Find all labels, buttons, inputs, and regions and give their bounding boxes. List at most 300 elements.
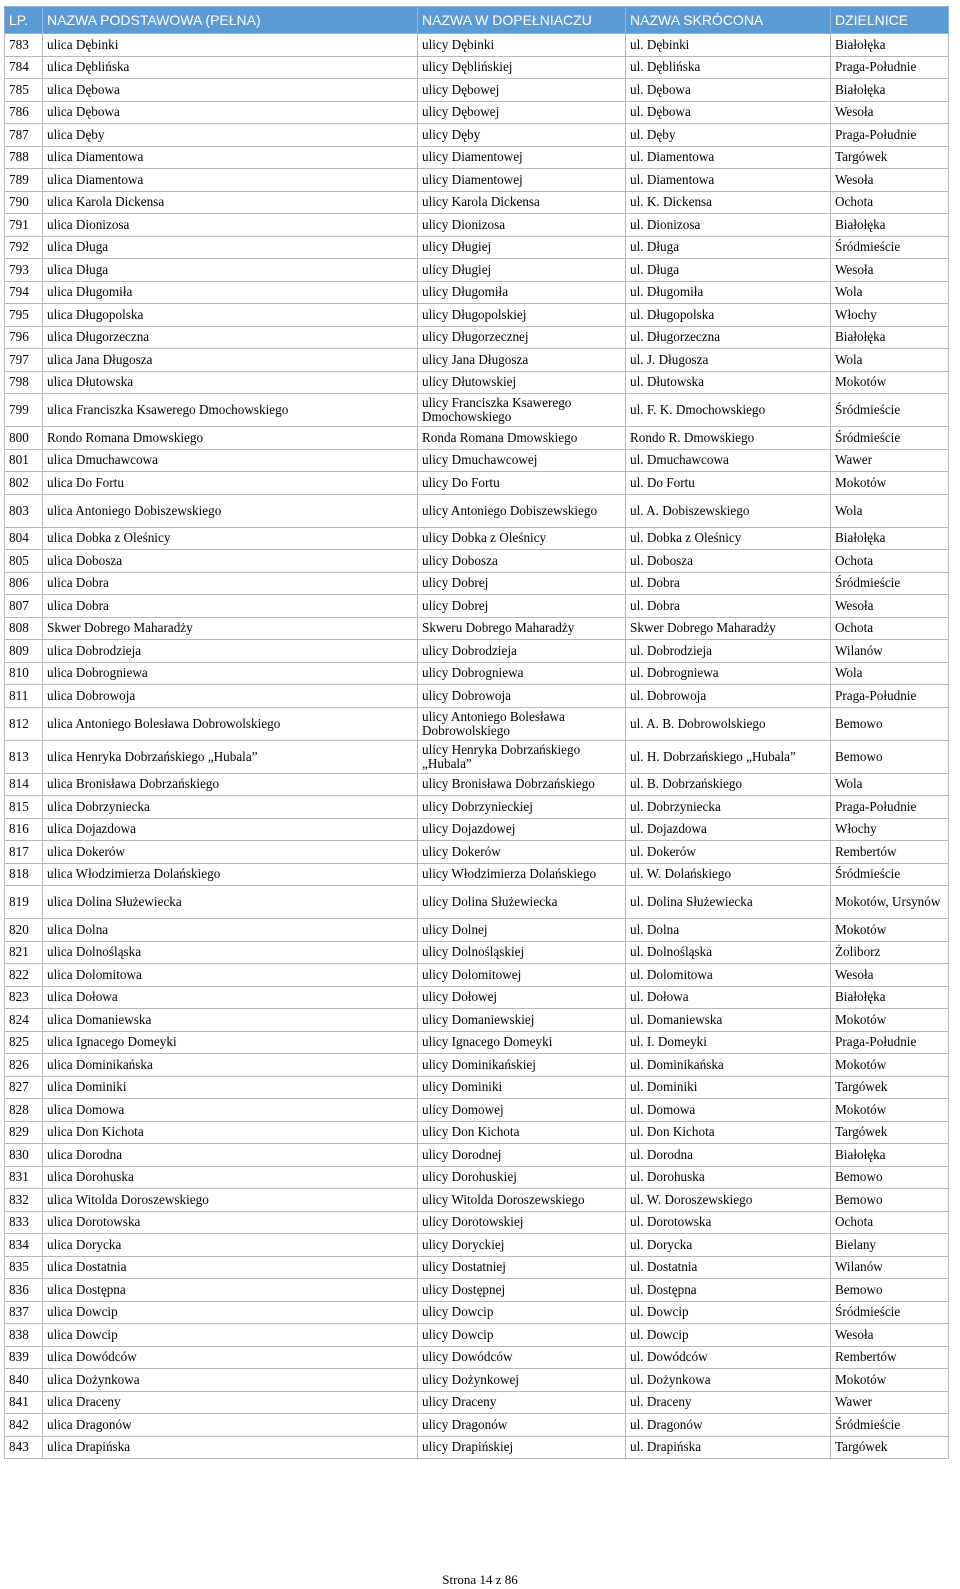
full-name-cell: ulica Dolnośląska bbox=[43, 941, 418, 964]
lp-cell: 788 bbox=[5, 146, 43, 169]
lp-cell: 792 bbox=[5, 236, 43, 259]
genitive-cell: ulicy Dobrowoja bbox=[418, 685, 626, 708]
table-row bbox=[5, 662, 949, 685]
lp-cell: 812 bbox=[5, 707, 43, 740]
short-name-cell: ul. Dostępna bbox=[626, 1279, 831, 1302]
lp-cell: 811 bbox=[5, 685, 43, 708]
district-cell: Śródmieście bbox=[831, 427, 949, 450]
genitive-cell: ulicy Drapińskiej bbox=[418, 1436, 626, 1459]
lp-cell: 831 bbox=[5, 1166, 43, 1189]
lp-cell: 790 bbox=[5, 191, 43, 214]
table-row bbox=[5, 449, 949, 472]
table-row bbox=[5, 1189, 949, 1212]
table-row bbox=[5, 595, 949, 618]
genitive-cell: ulicy Antoniego Bolesława Dobrowolskiego bbox=[418, 707, 626, 740]
genitive-cell: ulicy Dojazdowej bbox=[418, 818, 626, 841]
district-cell: Praga-Południe bbox=[831, 685, 949, 708]
district-cell: Białołęka bbox=[831, 326, 949, 349]
full-name-cell: ulica Dragonów bbox=[43, 1414, 418, 1437]
short-name-cell: ul. Dorycka bbox=[626, 1234, 831, 1257]
lp-cell: 803 bbox=[5, 494, 43, 527]
district-cell: Białołęka bbox=[831, 1144, 949, 1167]
genitive-cell: ulicy Dobrej bbox=[418, 572, 626, 595]
full-name-cell: ulica Dobka z Oleśnicy bbox=[43, 527, 418, 550]
genitive-cell: ulicy Dowcip bbox=[418, 1324, 626, 1347]
district-cell: Praga-Południe bbox=[831, 1031, 949, 1054]
table-row bbox=[5, 572, 949, 595]
district-cell: Wawer bbox=[831, 1391, 949, 1414]
lp-cell: 806 bbox=[5, 572, 43, 595]
short-name-cell: ul. Dorohuska bbox=[626, 1166, 831, 1189]
district-cell: Wola bbox=[831, 662, 949, 685]
lp-cell: 840 bbox=[5, 1369, 43, 1392]
full-name-cell: ulica Bronisława Dobrzańskiego bbox=[43, 773, 418, 796]
table-row bbox=[5, 986, 949, 1009]
district-cell: Śródmieście bbox=[831, 394, 949, 427]
full-name-cell: ulica Dożynkowa bbox=[43, 1369, 418, 1392]
full-name-cell: Skwer Dobrego Maharadży bbox=[43, 617, 418, 640]
genitive-cell: ulicy Witolda Doroszewskiego bbox=[418, 1189, 626, 1212]
genitive-cell: ulicy Doryckiej bbox=[418, 1234, 626, 1257]
genitive-cell: ulicy Dęblińskiej bbox=[418, 56, 626, 79]
short-name-cell: ul. Drapińska bbox=[626, 1436, 831, 1459]
district-cell: Wola bbox=[831, 281, 949, 304]
lp-cell: 841 bbox=[5, 1391, 43, 1414]
table-row bbox=[5, 146, 949, 169]
table-row bbox=[5, 1076, 949, 1099]
table-row bbox=[5, 640, 949, 663]
genitive-cell: ulicy Dobrodzieja bbox=[418, 640, 626, 663]
table-row bbox=[5, 1369, 949, 1392]
genitive-cell: ulicy Domaniewskiej bbox=[418, 1009, 626, 1032]
short-name-cell: ul. Diamentowa bbox=[626, 169, 831, 192]
lp-cell: 838 bbox=[5, 1324, 43, 1347]
full-name-cell: ulica Dowcip bbox=[43, 1324, 418, 1347]
district-cell: Śródmieście bbox=[831, 1301, 949, 1324]
lp-cell: 828 bbox=[5, 1099, 43, 1122]
col-header-short-name: NAZWA SKRÓCONA bbox=[626, 7, 831, 34]
full-name-cell: ulica Diamentowa bbox=[43, 146, 418, 169]
lp-cell: 830 bbox=[5, 1144, 43, 1167]
district-cell: Wesoła bbox=[831, 964, 949, 987]
full-name-cell: ulica Długa bbox=[43, 259, 418, 282]
district-cell: Wilanów bbox=[831, 1256, 949, 1279]
genitive-cell: ulicy Franciszka Ksawerego Dmochowskiego bbox=[418, 394, 626, 427]
genitive-cell: ulicy Dominiki bbox=[418, 1076, 626, 1099]
genitive-cell: ulicy Dragonów bbox=[418, 1414, 626, 1437]
lp-cell: 795 bbox=[5, 304, 43, 327]
short-name-cell: ul. Dobrzyniecka bbox=[626, 796, 831, 819]
full-name-cell: ulica Ignacego Domeyki bbox=[43, 1031, 418, 1054]
short-name-cell: ul. Dowódców bbox=[626, 1346, 831, 1369]
table-row bbox=[5, 1279, 949, 1302]
genitive-cell: ulicy Bronisława Dobrzańskiego bbox=[418, 773, 626, 796]
full-name-cell: ulica Franciszka Ksawerego Dmochowskiego bbox=[43, 394, 418, 427]
table-row bbox=[5, 550, 949, 573]
district-cell: Targówek bbox=[831, 1436, 949, 1459]
full-name-cell: ulica Antoniego Bolesława Dobrowolskiego bbox=[43, 707, 418, 740]
short-name-cell: ul. Dolnośląska bbox=[626, 941, 831, 964]
district-cell: Wola bbox=[831, 773, 949, 796]
short-name-cell: ul. Draceny bbox=[626, 1391, 831, 1414]
table-row bbox=[5, 1031, 949, 1054]
full-name-cell: ulica Dostatnia bbox=[43, 1256, 418, 1279]
district-cell: Śródmieście bbox=[831, 572, 949, 595]
district-cell: Ochota bbox=[831, 617, 949, 640]
genitive-cell: ulicy Diamentowej bbox=[418, 146, 626, 169]
district-cell: Mokotów bbox=[831, 919, 949, 942]
district-cell: Śródmieście bbox=[831, 236, 949, 259]
genitive-cell: ulicy Dobrej bbox=[418, 595, 626, 618]
district-cell: Rembertów bbox=[831, 1346, 949, 1369]
genitive-cell: ulicy Dobrzynieckiej bbox=[418, 796, 626, 819]
short-name-cell: ul. K. Dickensa bbox=[626, 191, 831, 214]
lp-cell: 810 bbox=[5, 662, 43, 685]
short-name-cell: ul. Długa bbox=[626, 236, 831, 259]
genitive-cell: ulicy Włodzimierza Dolańskiego bbox=[418, 863, 626, 886]
lp-cell: 843 bbox=[5, 1436, 43, 1459]
district-cell: Białołęka bbox=[831, 34, 949, 57]
short-name-cell: ul. Dominikańska bbox=[626, 1054, 831, 1077]
genitive-cell: ulicy Dobka z Oleśnicy bbox=[418, 527, 626, 550]
full-name-cell: ulica Drapińska bbox=[43, 1436, 418, 1459]
district-cell: Mokotów, Ursynów bbox=[831, 886, 949, 919]
table-row bbox=[5, 1166, 949, 1189]
table-row bbox=[5, 1099, 949, 1122]
district-cell: Bemowo bbox=[831, 740, 949, 773]
full-name-cell: ulica Dionizosa bbox=[43, 214, 418, 237]
lp-cell: 816 bbox=[5, 818, 43, 841]
lp-cell: 814 bbox=[5, 773, 43, 796]
lp-cell: 797 bbox=[5, 349, 43, 372]
short-name-cell: ul. W. Dolańskiego bbox=[626, 863, 831, 886]
lp-cell: 836 bbox=[5, 1279, 43, 1302]
district-cell: Bemowo bbox=[831, 1166, 949, 1189]
table-row bbox=[5, 281, 949, 304]
genitive-cell: ulicy Antoniego Dobiszewskiego bbox=[418, 494, 626, 527]
full-name-cell: ulica Dowcip bbox=[43, 1301, 418, 1324]
genitive-cell: ulicy Dolina Służewiecka bbox=[418, 886, 626, 919]
lp-cell: 808 bbox=[5, 617, 43, 640]
lp-cell: 825 bbox=[5, 1031, 43, 1054]
genitive-cell: ulicy Dionizosa bbox=[418, 214, 626, 237]
full-name-cell: ulica Dokerów bbox=[43, 841, 418, 864]
full-name-cell: ulica Karola Dickensa bbox=[43, 191, 418, 214]
district-cell: Wesoła bbox=[831, 259, 949, 282]
full-name-cell: ulica Dołowa bbox=[43, 986, 418, 1009]
table-row bbox=[5, 304, 949, 327]
genitive-cell: Skweru Dobrego Maharadży bbox=[418, 617, 626, 640]
full-name-cell: ulica Dęby bbox=[43, 124, 418, 147]
short-name-cell: ul. W. Doroszewskiego bbox=[626, 1189, 831, 1212]
short-name-cell: ul. Dowcip bbox=[626, 1324, 831, 1347]
full-name-cell: ulica Długomiła bbox=[43, 281, 418, 304]
short-name-cell: ul. J. Długosza bbox=[626, 349, 831, 372]
full-name-cell: Rondo Romana Dmowskiego bbox=[43, 427, 418, 450]
table-row bbox=[5, 1054, 949, 1077]
full-name-cell: ulica Dobra bbox=[43, 572, 418, 595]
district-cell: Targówek bbox=[831, 1121, 949, 1144]
short-name-cell: ul. Dożynkowa bbox=[626, 1369, 831, 1392]
short-name-cell: ul. I. Domeyki bbox=[626, 1031, 831, 1054]
genitive-cell: ulicy Ignacego Domeyki bbox=[418, 1031, 626, 1054]
full-name-cell: ulica Dolna bbox=[43, 919, 418, 942]
genitive-cell: ulicy Długopolskiej bbox=[418, 304, 626, 327]
genitive-cell: ulicy Diamentowej bbox=[418, 169, 626, 192]
genitive-cell: ulicy Dłutowskiej bbox=[418, 371, 626, 394]
lp-cell: 791 bbox=[5, 214, 43, 237]
genitive-cell: ulicy Dębinki bbox=[418, 34, 626, 57]
short-name-cell: ul. Długorzeczna bbox=[626, 326, 831, 349]
genitive-cell: ulicy Dowódców bbox=[418, 1346, 626, 1369]
table-row bbox=[5, 79, 949, 102]
lp-cell: 800 bbox=[5, 427, 43, 450]
full-name-cell: ulica Długopolska bbox=[43, 304, 418, 327]
district-cell: Śródmieście bbox=[831, 1414, 949, 1437]
district-cell: Żoliborz bbox=[831, 941, 949, 964]
short-name-cell: ul. Dojazdowa bbox=[626, 818, 831, 841]
table-row bbox=[5, 236, 949, 259]
district-cell: Wesoła bbox=[831, 169, 949, 192]
short-name-cell: ul. Dragonów bbox=[626, 1414, 831, 1437]
table-row bbox=[5, 796, 949, 819]
short-name-cell: ul. Diamentowa bbox=[626, 146, 831, 169]
full-name-cell: ulica Dorohuska bbox=[43, 1166, 418, 1189]
short-name-cell: ul. Dobrodzieja bbox=[626, 640, 831, 663]
short-name-cell: ul. Dolina Służewiecka bbox=[626, 886, 831, 919]
table-row bbox=[5, 472, 949, 495]
lp-cell: 842 bbox=[5, 1414, 43, 1437]
full-name-cell: ulica Henryka Dobrzańskiego „Hubala” bbox=[43, 740, 418, 773]
short-name-cell: ul. Dorodna bbox=[626, 1144, 831, 1167]
lp-cell: 820 bbox=[5, 919, 43, 942]
short-name-cell: ul. Dominiki bbox=[626, 1076, 831, 1099]
genitive-cell: ulicy Dorohuskiej bbox=[418, 1166, 626, 1189]
lp-cell: 826 bbox=[5, 1054, 43, 1077]
table-row bbox=[5, 259, 949, 282]
genitive-cell: ulicy Dębowej bbox=[418, 101, 626, 124]
table-row bbox=[5, 1211, 949, 1234]
table-row bbox=[5, 1121, 949, 1144]
full-name-cell: ulica Dobosza bbox=[43, 550, 418, 573]
district-cell: Ochota bbox=[831, 191, 949, 214]
table-row bbox=[5, 863, 949, 886]
lp-cell: 805 bbox=[5, 550, 43, 573]
district-cell: Targówek bbox=[831, 146, 949, 169]
district-cell: Wola bbox=[831, 494, 949, 527]
table-row bbox=[5, 1436, 949, 1459]
genitive-cell: ulicy Długorzecznej bbox=[418, 326, 626, 349]
district-cell: Mokotów bbox=[831, 472, 949, 495]
district-cell: Białołęka bbox=[831, 986, 949, 1009]
genitive-cell: ulicy Dowcip bbox=[418, 1301, 626, 1324]
table-row bbox=[5, 371, 949, 394]
short-name-cell: ul. Dionizosa bbox=[626, 214, 831, 237]
district-cell: Mokotów bbox=[831, 1054, 949, 1077]
page-number: Strona 14 z 86 bbox=[442, 1572, 518, 1587]
col-header-full-name: NAZWA PODSTAWOWA (PEŁNA) bbox=[43, 7, 418, 34]
table-row bbox=[5, 685, 949, 708]
genitive-cell: ulicy Don Kichota bbox=[418, 1121, 626, 1144]
lp-cell: 799 bbox=[5, 394, 43, 427]
genitive-cell: ulicy Dobrogniewa bbox=[418, 662, 626, 685]
full-name-cell: ulica Dowódców bbox=[43, 1346, 418, 1369]
short-name-cell: ul. Długomiła bbox=[626, 281, 831, 304]
genitive-cell: ulicy Dmuchawcowej bbox=[418, 449, 626, 472]
table-row bbox=[5, 1009, 949, 1032]
genitive-cell: ulicy Długomiła bbox=[418, 281, 626, 304]
lp-cell: 796 bbox=[5, 326, 43, 349]
lp-cell: 837 bbox=[5, 1301, 43, 1324]
district-cell: Targówek bbox=[831, 1076, 949, 1099]
full-name-cell: ulica Dorotowska bbox=[43, 1211, 418, 1234]
lp-cell: 819 bbox=[5, 886, 43, 919]
district-cell: Bemowo bbox=[831, 1279, 949, 1302]
full-name-cell: ulica Draceny bbox=[43, 1391, 418, 1414]
full-name-cell: ulica Dobra bbox=[43, 595, 418, 618]
short-name-cell: ul. Dobka z Oleśnicy bbox=[626, 527, 831, 550]
col-header-genitive: NAZWA W DOPEŁNIACZU bbox=[418, 7, 626, 34]
table-row bbox=[5, 124, 949, 147]
full-name-cell: ulica Dolina Służewiecka bbox=[43, 886, 418, 919]
table-row bbox=[5, 1144, 949, 1167]
header-row bbox=[5, 7, 949, 34]
short-name-cell: Rondo R. Dmowskiego bbox=[626, 427, 831, 450]
short-name-cell: ul. Dobosza bbox=[626, 550, 831, 573]
district-cell: Mokotów bbox=[831, 1369, 949, 1392]
short-name-cell: ul. Dostatnia bbox=[626, 1256, 831, 1279]
short-name-cell: Skwer Dobrego Maharadży bbox=[626, 617, 831, 640]
district-cell: Praga-Południe bbox=[831, 56, 949, 79]
genitive-cell: ulicy Dolomitowej bbox=[418, 964, 626, 987]
lp-cell: 786 bbox=[5, 101, 43, 124]
table-row bbox=[5, 101, 949, 124]
col-header-districts: DZIELNICE bbox=[831, 7, 949, 34]
lp-cell: 809 bbox=[5, 640, 43, 663]
district-cell: Wesoła bbox=[831, 101, 949, 124]
full-name-cell: ulica Don Kichota bbox=[43, 1121, 418, 1144]
short-name-cell: ul. Dobra bbox=[626, 595, 831, 618]
lp-cell: 804 bbox=[5, 527, 43, 550]
genitive-cell: ulicy Dębowej bbox=[418, 79, 626, 102]
lp-cell: 785 bbox=[5, 79, 43, 102]
lp-cell: 835 bbox=[5, 1256, 43, 1279]
full-name-cell: ulica Witolda Doroszewskiego bbox=[43, 1189, 418, 1212]
district-cell: Białołęka bbox=[831, 214, 949, 237]
table-row bbox=[5, 427, 949, 450]
genitive-cell: ulicy Dorotowskiej bbox=[418, 1211, 626, 1234]
full-name-cell: ulica Długorzeczna bbox=[43, 326, 418, 349]
genitive-cell: ulicy Długiej bbox=[418, 236, 626, 259]
table-row bbox=[5, 773, 949, 796]
lp-cell: 807 bbox=[5, 595, 43, 618]
short-name-cell: ul. Dobra bbox=[626, 572, 831, 595]
genitive-cell: ulicy Dołowej bbox=[418, 986, 626, 1009]
genitive-cell: ulicy Dorodnej bbox=[418, 1144, 626, 1167]
short-name-cell: ul. Dębowa bbox=[626, 79, 831, 102]
district-cell: Wesoła bbox=[831, 595, 949, 618]
col-header-lp: LP. bbox=[5, 7, 43, 34]
genitive-cell: ulicy Dolnej bbox=[418, 919, 626, 942]
short-name-cell: ul. Dołowa bbox=[626, 986, 831, 1009]
short-name-cell: ul. Domowa bbox=[626, 1099, 831, 1122]
lp-cell: 801 bbox=[5, 449, 43, 472]
table-row bbox=[5, 214, 949, 237]
full-name-cell: ulica Dobrowoja bbox=[43, 685, 418, 708]
district-cell: Ochota bbox=[831, 1211, 949, 1234]
full-name-cell: ulica Dorycka bbox=[43, 1234, 418, 1257]
full-name-cell: ulica Dmuchawcowa bbox=[43, 449, 418, 472]
lp-cell: 834 bbox=[5, 1234, 43, 1257]
full-name-cell: ulica Dębowa bbox=[43, 101, 418, 124]
district-cell: Wilanów bbox=[831, 640, 949, 663]
table-row bbox=[5, 56, 949, 79]
table-row bbox=[5, 941, 949, 964]
short-name-cell: ul. Dokerów bbox=[626, 841, 831, 864]
district-cell: Bemowo bbox=[831, 1189, 949, 1212]
short-name-cell: ul. A. Dobiszewskiego bbox=[626, 494, 831, 527]
table-row bbox=[5, 919, 949, 942]
genitive-cell: Ronda Romana Dmowskiego bbox=[418, 427, 626, 450]
district-cell: Praga-Południe bbox=[831, 124, 949, 147]
short-name-cell: ul. Dębowa bbox=[626, 101, 831, 124]
full-name-cell: ulica Dostępna bbox=[43, 1279, 418, 1302]
short-name-cell: ul. Długopolska bbox=[626, 304, 831, 327]
full-name-cell: ulica Domowa bbox=[43, 1099, 418, 1122]
district-cell: Bielany bbox=[831, 1234, 949, 1257]
table-row bbox=[5, 394, 949, 427]
lp-cell: 839 bbox=[5, 1346, 43, 1369]
full-name-cell: ulica Jana Długosza bbox=[43, 349, 418, 372]
genitive-cell: ulicy Dokerów bbox=[418, 841, 626, 864]
short-name-cell: ul. F. K. Dmochowskiego bbox=[626, 394, 831, 427]
full-name-cell: ulica Dominikańska bbox=[43, 1054, 418, 1077]
district-cell: Śródmieście bbox=[831, 863, 949, 886]
lp-cell: 783 bbox=[5, 34, 43, 57]
full-name-cell: ulica Do Fortu bbox=[43, 472, 418, 495]
short-name-cell: ul. Dolna bbox=[626, 919, 831, 942]
lp-cell: 798 bbox=[5, 371, 43, 394]
genitive-cell: ulicy Karola Dickensa bbox=[418, 191, 626, 214]
district-cell: Włochy bbox=[831, 818, 949, 841]
district-cell: Wola bbox=[831, 349, 949, 372]
short-name-cell: ul. Domaniewska bbox=[626, 1009, 831, 1032]
short-name-cell: ul. A. B. Dobrowolskiego bbox=[626, 707, 831, 740]
short-name-cell: ul. Do Fortu bbox=[626, 472, 831, 495]
genitive-cell: ulicy Dęby bbox=[418, 124, 626, 147]
short-name-cell: ul. Don Kichota bbox=[626, 1121, 831, 1144]
district-cell: Mokotów bbox=[831, 1009, 949, 1032]
streets-table bbox=[4, 6, 949, 1459]
table-row bbox=[5, 1346, 949, 1369]
district-cell: Bemowo bbox=[831, 707, 949, 740]
full-name-cell: ulica Dobrogniewa bbox=[43, 662, 418, 685]
full-name-cell: ulica Włodzimierza Dolańskiego bbox=[43, 863, 418, 886]
lp-cell: 832 bbox=[5, 1189, 43, 1212]
district-cell: Mokotów bbox=[831, 1099, 949, 1122]
short-name-cell: ul. Dorotowska bbox=[626, 1211, 831, 1234]
lp-cell: 833 bbox=[5, 1211, 43, 1234]
district-cell: Wawer bbox=[831, 449, 949, 472]
lp-cell: 815 bbox=[5, 796, 43, 819]
short-name-cell: ul. Dłutowska bbox=[626, 371, 831, 394]
genitive-cell: ulicy Dostatniej bbox=[418, 1256, 626, 1279]
lp-cell: 793 bbox=[5, 259, 43, 282]
short-name-cell: ul. H. Dobrzańskiego „Hubala” bbox=[626, 740, 831, 773]
table-row bbox=[5, 191, 949, 214]
table-row bbox=[5, 1301, 949, 1324]
lp-cell: 821 bbox=[5, 941, 43, 964]
